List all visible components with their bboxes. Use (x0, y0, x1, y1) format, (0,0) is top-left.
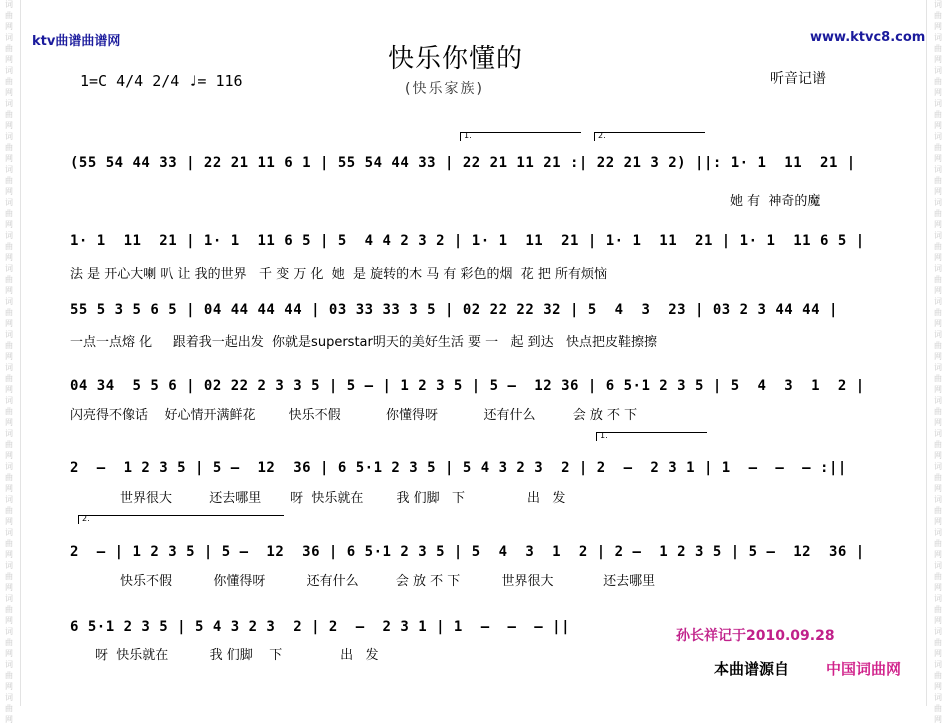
watermark-glyph: 网 (5, 154, 13, 163)
watermark-glyph: 词 (5, 330, 13, 339)
watermark-glyph: 词 (5, 495, 13, 504)
score-row: 6 5·1 2 3 5 | 5 4 3 2 3 2 | 2 — 2 3 1 | 1 — — — || (70, 619, 571, 635)
watermark-glyph: 网 (5, 517, 13, 526)
volta-bracket-2: 2. (594, 132, 705, 141)
watermark-glyph: 网 (5, 550, 13, 559)
watermark-glyph: 网 (5, 682, 13, 691)
watermark-glyph: 曲 (934, 671, 942, 680)
watermark-glyph: 网 (5, 55, 13, 64)
watermark-glyph: 词 (934, 132, 942, 141)
watermark-glyph: 词 (5, 462, 13, 471)
watermark-glyph: 网 (934, 187, 942, 196)
score-row: 2 — 1 2 3 5 | 5 — 12 36 | 6 5·1 2 3 5 | 5 4 3 2 3 2 | 2 — 2 3 1 | 1 — — — :|| (70, 460, 847, 476)
watermark-glyph: 词 (5, 33, 13, 42)
watermark-glyph: 曲 (5, 110, 13, 119)
watermark-glyph: 网 (934, 154, 942, 163)
lyric-row: 法 是 开心大喇 叭 让 我的世界 千 变 万 化 她 是 旋转的木 马 有 彩色的烟 花 把 所有烦恼 (70, 267, 608, 282)
watermark-glyph: 词 (934, 165, 942, 174)
watermark-right (930, 0, 946, 724)
song-title: 快乐你懂的 (388, 44, 524, 74)
watermark-glyph: 网 (5, 583, 13, 592)
watermark-glyph: 网 (5, 484, 13, 493)
watermark-glyph: 网 (934, 484, 942, 493)
site-right-url[interactable]: www.ktvc8.com (810, 30, 926, 45)
watermark-glyph: 曲 (934, 77, 942, 86)
watermark-glyph: 词 (5, 363, 13, 372)
watermark-glyph: 曲 (5, 440, 13, 449)
watermark-glyph: 词 (5, 528, 13, 537)
watermark-glyph: 曲 (934, 440, 942, 449)
watermark-glyph: 网 (5, 187, 13, 196)
watermark-glyph: 网 (5, 649, 13, 658)
watermark-glyph: 网 (934, 55, 942, 64)
watermark-glyph: 网 (934, 286, 942, 295)
watermark-glyph: 曲 (5, 671, 13, 680)
watermark-glyph: 曲 (934, 374, 942, 383)
watermark-glyph: 词 (5, 198, 13, 207)
watermark-glyph: 网 (5, 286, 13, 295)
watermark-glyph: 词 (934, 99, 942, 108)
watermark-glyph: 词 (5, 693, 13, 702)
watermark-glyph: 网 (5, 715, 13, 724)
watermark-glyph: 曲 (934, 473, 942, 482)
left-border (20, 0, 21, 706)
watermark-glyph: 曲 (934, 572, 942, 581)
score-row: 2 — | 1 2 3 5 | 5 — 12 36 | 6 5·1 2 3 5 | 5 4 3 1 2 | 2 — 1 2 3 5 | 5 — 12 36 | (70, 544, 865, 560)
watermark-glyph: 词 (934, 231, 942, 240)
watermark-glyph: 词 (934, 66, 942, 75)
watermark-glyph: 曲 (5, 407, 13, 416)
watermark-glyph: 曲 (934, 506, 942, 515)
watermark-glyph: 曲 (934, 308, 942, 317)
watermark-glyph: 曲 (934, 638, 942, 647)
watermark-glyph: 词 (5, 297, 13, 306)
watermark-glyph: 词 (934, 627, 942, 636)
volta-bracket-4: 2. (78, 515, 284, 524)
watermark-glyph: 网 (5, 385, 13, 394)
watermark-glyph: 词 (934, 429, 942, 438)
watermark-glyph: 网 (934, 682, 942, 691)
watermark-glyph: 曲 (934, 176, 942, 185)
watermark-glyph: 词 (5, 561, 13, 570)
watermark-glyph: 词 (5, 231, 13, 240)
watermark-glyph: 词 (5, 132, 13, 141)
watermark-glyph: 曲 (934, 11, 942, 20)
watermark-glyph: 词 (5, 99, 13, 108)
credit-note: 孙长祥记于2010.09.28 (676, 628, 835, 644)
watermark-glyph: 网 (934, 352, 942, 361)
watermark-glyph: 词 (934, 693, 942, 702)
watermark-glyph: 词 (934, 594, 942, 603)
watermark-glyph: 曲 (934, 143, 942, 152)
watermark-glyph: 网 (5, 121, 13, 130)
watermark-glyph: 词 (934, 660, 942, 669)
watermark-glyph: 词 (5, 594, 13, 603)
watermark-glyph: 网 (934, 583, 942, 592)
watermark-glyph: 网 (934, 418, 942, 427)
lyric-row: 世界很大 还去哪里 呀 快乐就在 我 们脚 下 出 发 (120, 491, 566, 506)
watermark-glyph: 曲 (934, 110, 942, 119)
watermark-glyph: 曲 (5, 704, 13, 713)
watermark-glyph: 词 (5, 264, 13, 273)
watermark-glyph: 曲 (5, 44, 13, 53)
watermark-glyph: 网 (5, 88, 13, 97)
watermark-glyph: 词 (934, 396, 942, 405)
watermark-glyph: 网 (5, 220, 13, 229)
recorder-note: 听音记谱 (770, 71, 826, 87)
watermark-glyph: 曲 (5, 638, 13, 647)
watermark-glyph: 网 (934, 319, 942, 328)
watermark-glyph: 曲 (934, 209, 942, 218)
watermark-glyph: 曲 (5, 605, 13, 614)
watermark-glyph: 网 (934, 517, 942, 526)
watermark-glyph: 曲 (5, 77, 13, 86)
watermark-glyph: 曲 (5, 473, 13, 482)
watermark-glyph: 词 (5, 66, 13, 75)
source-site-link[interactable]: 中国词曲网 (826, 660, 902, 678)
watermark-glyph: 词 (5, 627, 13, 636)
watermark-glyph: 曲 (5, 374, 13, 383)
watermark-glyph: 曲 (934, 539, 942, 548)
watermark-glyph: 曲 (934, 242, 942, 251)
site-left-label[interactable]: ktv曲谱曲谱网 (32, 34, 121, 49)
key-signature: 1=C 4/4 2/4 ♩= 116 (80, 72, 243, 90)
score-row: 04 34 5 5 6 | 02 22 2 3 3 5 | 5 — | 1 2 3 5 | 5 — 12 36 | 6 5·1 2 3 5 | 5 4 3 1 2 | (70, 378, 865, 394)
watermark-glyph: 词 (934, 264, 942, 273)
watermark-glyph: 网 (934, 385, 942, 394)
watermark-glyph: 词 (934, 297, 942, 306)
volta-bracket-1: 1. (460, 132, 581, 141)
watermark-glyph: 词 (934, 462, 942, 471)
watermark-glyph: 曲 (934, 704, 942, 713)
watermark-glyph: 网 (934, 22, 942, 31)
watermark-glyph: 词 (5, 396, 13, 405)
volta-bracket-3: 1. (596, 432, 707, 441)
lyric-row: 她 有 神奇的魔 (730, 194, 821, 209)
watermark-glyph: 网 (934, 220, 942, 229)
score-row: 1· 1 11 21 | 1· 1 11 6 5 | 5 4 4 2 3 2 | 1· 1 11 21 | 1· 1 11 21 | 1· 1 11 6 5 | (70, 233, 865, 249)
lyric-row: 闪亮得不像话 好心情开满鲜花 快乐不假 你懂得呀 还有什么 会 放 不 下 (70, 408, 638, 423)
watermark-glyph: 曲 (5, 143, 13, 152)
watermark-glyph: 网 (934, 616, 942, 625)
lyric-row: 快乐不假 你懂得呀 还有什么 会 放 不 下 世界很大 还去哪里 (120, 574, 656, 589)
watermark-glyph: 网 (5, 418, 13, 427)
lyric-row: 呀 快乐就在 我 们脚 下 出 发 (95, 648, 379, 663)
watermark-glyph: 曲 (934, 341, 942, 350)
watermark-glyph: 网 (934, 253, 942, 262)
watermark-glyph: 网 (934, 451, 942, 460)
watermark-glyph: 词 (934, 0, 942, 9)
watermark-glyph: 曲 (934, 44, 942, 53)
watermark-glyph: 曲 (5, 341, 13, 350)
watermark-glyph: 词 (5, 429, 13, 438)
watermark-glyph: 曲 (5, 275, 13, 284)
watermark-glyph: 曲 (934, 605, 942, 614)
right-border (926, 0, 927, 706)
source-label: 本曲谱源自 (714, 660, 790, 678)
watermark-left (1, 0, 17, 724)
watermark-glyph: 曲 (5, 11, 13, 20)
watermark-glyph: 曲 (5, 176, 13, 185)
watermark-glyph: 网 (5, 22, 13, 31)
watermark-glyph: 网 (934, 550, 942, 559)
watermark-glyph: 曲 (5, 209, 13, 218)
watermark-glyph: 词 (934, 528, 942, 537)
song-artist: (快乐家族) (405, 81, 484, 97)
watermark-glyph: 曲 (5, 506, 13, 515)
score-row: 55 5 3 5 6 5 | 04 44 44 44 | 03 33 33 3 5 | 02 22 22 32 | 5 4 3 23 | 03 2 3 44 44 | (70, 302, 838, 318)
watermark-glyph: 网 (5, 319, 13, 328)
score-row: (55 54 44 33 | 22 21 11 6 1 | 55 54 44 33 | 22 21 11 21 :| 22 21 3 2) ||: 1· 1 11 21 | (70, 155, 856, 171)
watermark-glyph: 词 (5, 660, 13, 669)
watermark-glyph: 网 (934, 121, 942, 130)
watermark-glyph: 网 (934, 88, 942, 97)
watermark-glyph: 词 (5, 0, 13, 9)
watermark-glyph: 网 (5, 451, 13, 460)
watermark-glyph: 曲 (934, 275, 942, 284)
watermark-glyph: 网 (5, 352, 13, 361)
watermark-glyph: 词 (934, 198, 942, 207)
watermark-glyph: 网 (5, 253, 13, 262)
watermark-glyph: 曲 (5, 308, 13, 317)
watermark-glyph: 曲 (5, 539, 13, 548)
watermark-glyph: 网 (934, 715, 942, 724)
lyric-row: 一点一点熔 化 跟着我一起出发 你就是superstar明天的美好生活 要 一 起 到达 快点把皮鞋擦擦 (70, 335, 658, 350)
watermark-glyph: 曲 (934, 407, 942, 416)
watermark-glyph: 曲 (5, 572, 13, 581)
watermark-glyph: 网 (934, 649, 942, 658)
watermark-glyph: 词 (5, 165, 13, 174)
watermark-glyph: 词 (934, 561, 942, 570)
watermark-glyph: 词 (934, 495, 942, 504)
watermark-glyph: 词 (934, 33, 942, 42)
watermark-glyph: 网 (5, 616, 13, 625)
watermark-glyph: 词 (934, 363, 942, 372)
watermark-glyph: 曲 (5, 242, 13, 251)
watermark-glyph: 词 (934, 330, 942, 339)
